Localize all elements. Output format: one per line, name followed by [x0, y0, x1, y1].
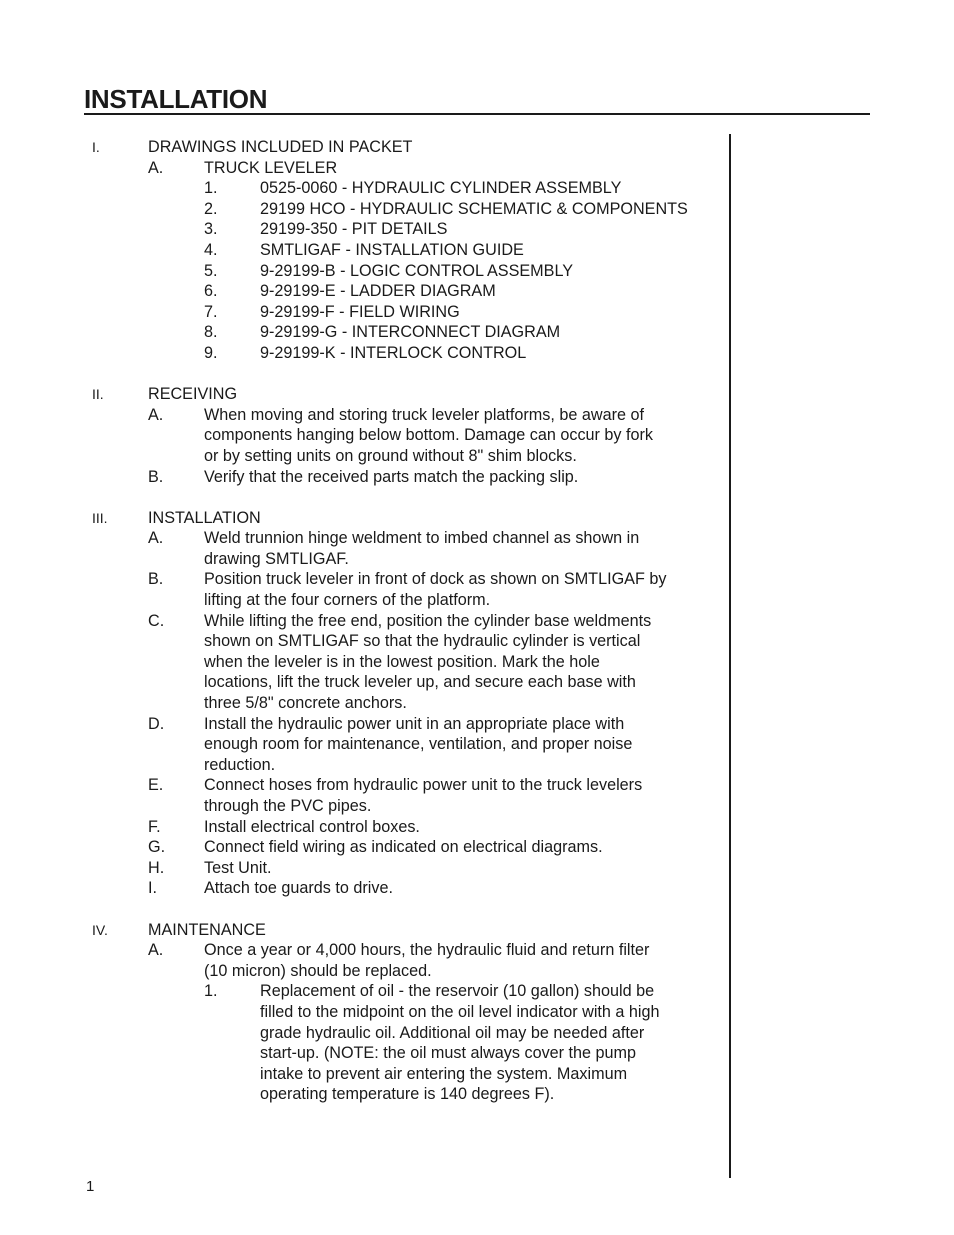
- section-heading-text: DRAWINGS INCLUDED IN PACKET: [148, 138, 413, 156]
- section-heading: [0, 508, 728, 529]
- sub-list-item: [0, 1064, 728, 1085]
- section-heading: [0, 137, 728, 158]
- list-item-text: Connect hoses from hydraulic power unit to the truck levelers: [204, 776, 643, 795]
- section-spacer: [0, 487, 728, 508]
- page-number: 1: [86, 1178, 95, 1195]
- sub-list-item-number: 3.: [204, 220, 218, 239]
- list-item-number: B.: [148, 467, 164, 486]
- sub-list-item-number: 2.: [204, 199, 218, 218]
- sub-list-item: [0, 1043, 728, 1064]
- sub-list-item: [0, 261, 728, 282]
- sub-list-item-text: intake to prevent air entering the system. Maximum: [260, 1064, 628, 1083]
- list-item: [0, 817, 728, 838]
- sub-list-item: [0, 178, 728, 199]
- sub-list-item-number: 1.: [204, 982, 218, 1001]
- page-title: INSTALLATION: [84, 84, 268, 114]
- list-item: [0, 961, 728, 982]
- list-item: [0, 734, 728, 755]
- list-item-number: A.: [148, 405, 164, 424]
- section-heading-number: IV.: [92, 921, 108, 938]
- list-item-number: F.: [148, 817, 161, 836]
- sub-list-item-number: 5.: [204, 261, 218, 280]
- sub-list-item-text: 9-29199-B - LOGIC CONTROL ASSEMBLY: [260, 261, 574, 280]
- list-item-text: Position truck leveler in front of dock as shown on SMTLIGAF by: [204, 570, 667, 589]
- sub-list-item: [0, 302, 728, 323]
- sub-list-item-text: operating temperature is 140 degrees F).: [260, 1085, 555, 1104]
- sub-list-item-text: grade hydraulic oil. Additional oil may be needed after: [260, 1023, 645, 1042]
- list-item: [0, 405, 728, 426]
- list-item: [0, 837, 728, 858]
- list-item: [0, 611, 728, 632]
- section-heading-number: III.: [92, 509, 108, 526]
- sub-list-item: [0, 1084, 728, 1105]
- list-item-text: Attach toe guards to drive.: [204, 879, 393, 898]
- sub-list-item: [0, 240, 728, 261]
- list-item-number: A.: [148, 158, 164, 177]
- sub-list-item-text: 9-29199-F - FIELD WIRING: [260, 302, 460, 321]
- list-item-text: Test Unit.: [204, 858, 272, 877]
- section-spacer: [0, 899, 728, 920]
- list-item: [0, 796, 728, 817]
- list-item-number: A.: [148, 529, 164, 548]
- sub-list-item-text: 29199 HCO - HYDRAULIC SCHEMATIC & COMPONENTS: [260, 199, 688, 218]
- sub-list-item-text: 9-29199-E - LADDER DIAGRAM: [260, 282, 496, 301]
- list-item-number: B.: [148, 570, 164, 589]
- sub-list-item: [0, 981, 728, 1002]
- list-item-text: locations, lift the truck leveler up, and secure each base with: [204, 673, 636, 692]
- list-item: [0, 467, 728, 488]
- list-item-text: (10 micron) should be replaced.: [204, 961, 432, 980]
- section-heading-text: MAINTENANCE: [148, 920, 266, 939]
- sub-list-item: [0, 1023, 728, 1044]
- list-item-text: enough room for maintenance, ventilation, and proper noise: [204, 735, 633, 754]
- section-heading: [0, 920, 728, 941]
- list-item: [0, 775, 728, 796]
- list-item: [0, 631, 728, 652]
- list-item-number: I.: [148, 879, 157, 898]
- list-item-text: or by setting units on ground without 8" shim blocks.: [204, 446, 577, 465]
- sub-list-item-text: filled to the midpoint on the oil level indicator with a high: [260, 1002, 660, 1021]
- list-item-text: drawing SMTLIGAF.: [204, 549, 349, 568]
- sub-list-item-text: 9-29199-K - INTERLOCK CONTROL: [260, 343, 527, 362]
- list-item-text: lifting at the four corners of the platform.: [204, 591, 491, 610]
- list-item: [0, 714, 728, 735]
- list-item-text: Weld trunnion hinge weldment to imbed channel as shown in: [204, 529, 640, 548]
- section-heading-number: II.: [92, 386, 104, 403]
- list-item: [0, 569, 728, 590]
- list-item-number: H.: [148, 858, 165, 877]
- list-item-number: E.: [148, 776, 164, 795]
- list-item-number: A.: [148, 941, 164, 960]
- list-item: [0, 652, 728, 673]
- sub-list-item: [0, 343, 728, 364]
- list-item-text: While lifting the free end, position the cylinder base weldments: [204, 611, 652, 630]
- list-item-number: D.: [148, 714, 165, 733]
- sub-list-item: [0, 281, 728, 302]
- sub-list-item-text: start-up. (NOTE: the oil must always cover the pump: [260, 1044, 637, 1063]
- sub-list-item-text: 9-29199-G - INTERCONNECT DIAGRAM: [260, 323, 561, 342]
- list-item-text: reduction.: [204, 755, 276, 774]
- list-item: [0, 878, 728, 899]
- section-heading-text: RECEIVING: [148, 385, 238, 404]
- sub-list-item-text: 29199-350 - PIT DETAILS: [260, 220, 448, 239]
- margin-vertical-rule: [729, 134, 731, 1178]
- sub-list-item: [0, 322, 728, 343]
- sub-list-item-text: 0525-0060 - HYDRAULIC CYLINDER ASSEMBLY: [260, 179, 622, 198]
- list-item-text: shown on SMTLIGAF so that the hydraulic cylinder is vertical: [204, 632, 641, 651]
- list-item-text: Once a year or 4,000 hours, the hydraulic fluid and return filter: [204, 941, 650, 960]
- document-body: [0, 137, 728, 1105]
- list-item: [0, 940, 728, 961]
- list-item-text: Connect field wiring as indicated on electrical diagrams.: [204, 838, 603, 857]
- section-spacer: [0, 364, 728, 385]
- title-underline: [84, 113, 870, 115]
- list-item: [0, 425, 728, 446]
- list-item: [0, 858, 728, 879]
- list-item: [0, 549, 728, 570]
- section-heading-number: I.: [92, 139, 100, 155]
- list-item-text: When moving and storing truck leveler platforms, be aware of: [204, 405, 644, 424]
- list-item-text: when the leveler is in the lowest position. Mark the hole: [204, 652, 600, 671]
- list-item: [0, 446, 728, 467]
- sub-list-item-number: 1.: [204, 179, 218, 198]
- sub-list-item-text: Replacement of oil - the reservoir (10 gallon) should be: [260, 982, 655, 1001]
- section-heading-text: INSTALLATION: [148, 508, 261, 527]
- sub-list-item-number: 9.: [204, 343, 218, 362]
- list-item: [0, 158, 728, 179]
- sub-list-item: [0, 1002, 728, 1023]
- list-item-number: C.: [148, 611, 165, 630]
- section-heading: [0, 384, 728, 405]
- sub-list-item-number: 8.: [204, 323, 218, 342]
- list-item-text: Install electrical control boxes.: [204, 817, 420, 836]
- list-item-text: components hanging below bottom. Damage can occur by fork: [204, 426, 654, 445]
- list-item: [0, 528, 728, 549]
- list-item: [0, 755, 728, 776]
- sub-list-item: [0, 219, 728, 240]
- list-item-text: three 5/8" concrete anchors.: [204, 694, 407, 713]
- list-item-text: TRUCK LEVELER: [204, 158, 338, 177]
- sub-list-item-number: 4.: [204, 240, 218, 259]
- list-item-text: through the PVC pipes.: [204, 797, 372, 815]
- sub-list-item: [0, 199, 728, 220]
- list-item: [0, 590, 728, 611]
- list-item: [0, 693, 728, 714]
- list-item: [0, 672, 728, 693]
- sub-list-item-number: 6.: [204, 282, 218, 301]
- sub-list-item-number: 7.: [204, 302, 218, 321]
- list-item-text: Install the hydraulic power unit in an appropriate place with: [204, 714, 625, 733]
- sub-list-item-text: SMTLIGAF - INSTALLATION GUIDE: [260, 240, 524, 259]
- list-item-text: Verify that the received parts match the packing slip.: [204, 467, 579, 486]
- list-item-number: G.: [148, 838, 166, 857]
